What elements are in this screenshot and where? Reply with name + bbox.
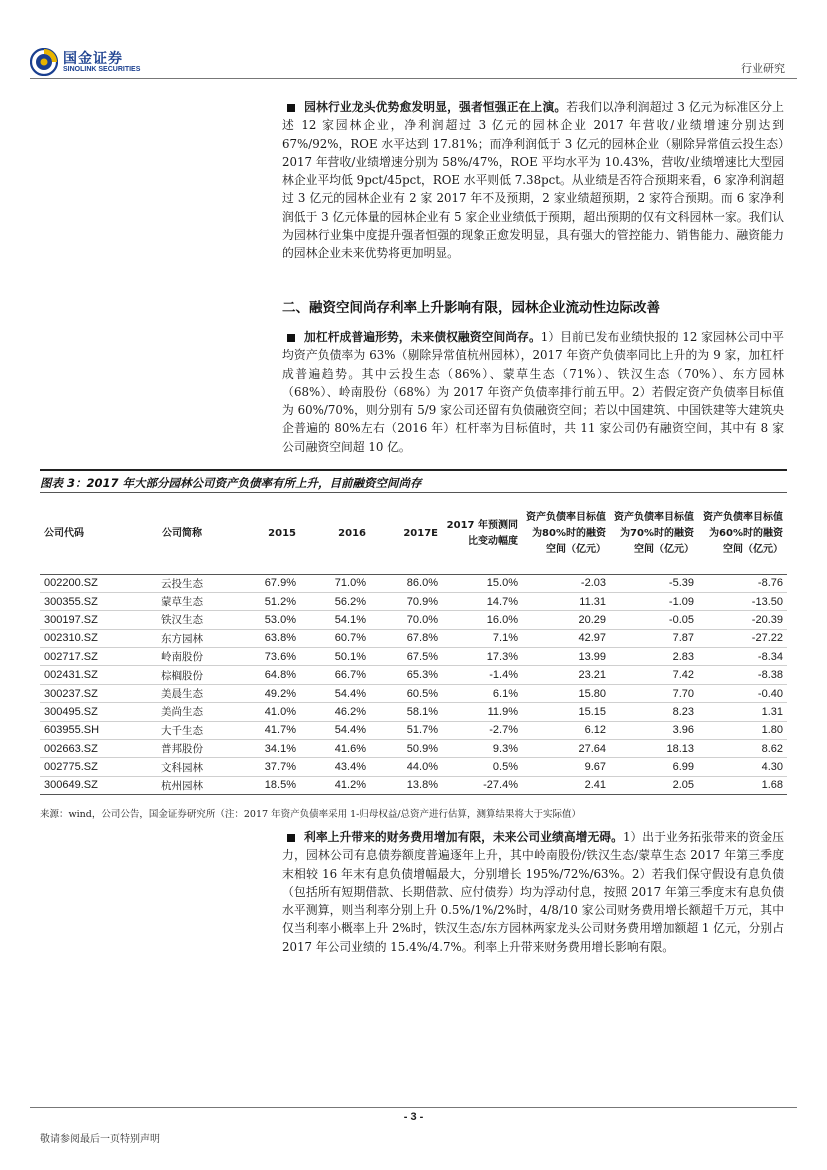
table-cell: 6.12 xyxy=(522,721,610,739)
paragraph-body: 若我们以净利润超过 3 亿元为标准区分上述 12 家园林企业，净利润超过 3 亿元的园林企业 2017 年营收/业绩增速分别达到 67%/92%，ROE 水平达到 17.81%；而净利润低于 3 亿元的园林企业（剔除异常值云投生态）2017 年营收/业绩增速分别为 58%/47%，ROE 平均水平为 10.43%，营收/业绩增速比大型园林企业平均低 9pct/45pct，ROE 水平则低 7.38pct。从业绩是否符合预期来看，6 家净利润超过 3 亿元的园林企业有 2 家 2017 年不及预期，2 家业绩超预期，2 家符合预期。而 6 家净利润低于 3 亿元体量的园林企业有 5 家企业业绩低于预期，超出预期的仅有文科园林一家。我们认为园林行业集中度提升强者恒强的现象正愈发明显，具有强大的管控能力、销售能力、融资能力的园林企业未来优势将更加明显。 xyxy=(282,100,784,261)
table-cell: 17.3% xyxy=(442,648,522,666)
table-body xyxy=(40,574,787,795)
table-cell: 34.1% xyxy=(232,740,300,758)
table-cell: 002431.SZ xyxy=(40,666,132,684)
table-cell: 43.4% xyxy=(300,758,370,776)
table-cell: -27.4% xyxy=(442,776,522,794)
table-cell: 11.31 xyxy=(522,592,610,610)
table-cell: 71.0% xyxy=(300,574,370,592)
table-cell: 67.5% xyxy=(370,648,442,666)
table-cell: 300649.SZ xyxy=(40,776,132,794)
paragraph-lead: 利率上升带来的财务费用增加有限，未来公司业绩高增无碍。 xyxy=(304,830,623,844)
table-cell: 63.8% xyxy=(232,629,300,647)
paragraph-leader-advantage xyxy=(282,98,784,263)
table-cell: -0.40 xyxy=(698,684,787,702)
table-cell: 1.80 xyxy=(698,721,787,739)
table-row xyxy=(40,740,787,758)
table-cell: 14.7% xyxy=(442,592,522,610)
table-cell: 60.7% xyxy=(300,629,370,647)
table-cell: 18.13 xyxy=(610,740,698,758)
table-header-row xyxy=(40,494,787,574)
table-cell: 2.05 xyxy=(610,776,698,794)
table-cell: 46.2% xyxy=(300,703,370,721)
table-cell: 8.62 xyxy=(698,740,787,758)
figure-top-rule xyxy=(40,469,787,471)
table-cell: 2.83 xyxy=(610,648,698,666)
table-cell: 岭南股份 xyxy=(132,648,232,666)
table-cell: 15.0% xyxy=(442,574,522,592)
table-row xyxy=(40,648,787,666)
table-row xyxy=(40,666,787,684)
table-cell: 11.9% xyxy=(442,703,522,721)
table-row xyxy=(40,629,787,647)
table-cell: 44.0% xyxy=(370,758,442,776)
table-cell: 美尚生态 xyxy=(132,703,232,721)
logo-english-name: SINOLINK SECURITIES xyxy=(63,66,141,73)
table-cell: 42.97 xyxy=(522,629,610,647)
table-cell: 67.8% xyxy=(370,629,442,647)
paragraph-body: 1）出于业务拓张带来的资金压力，园林公司有息债券额度普遍逐年上升，其中岭南股份/铁汉生态/蒙草生态 2017 年第三季度末相较 16 年末有息负债增幅最大，分别增长 195%/72%/63%。2）若我们保守假设有息负债（包括所有短期借款、长期借款、应付债券）均为浮动付息，按照 2017 年第三季度末有息负债水平测算，则当利率分别上升 0.5%/1%/2%时，4/8/10 家公司财务费用增长额超千万元，其中仅当利率小概率上升 2%时，铁汉生态/东方园林两家龙头公司财务费用增加额超 1 亿元，分别占 2017 年公司业绩的 15.4%/4.7%。利率上升带来财务费用增长影响有限。 xyxy=(282,830,784,954)
table-cell: 1.68 xyxy=(698,776,787,794)
table-cell: 54.1% xyxy=(300,611,370,629)
table-cell: 54.4% xyxy=(300,684,370,702)
table-cell: 50.1% xyxy=(300,648,370,666)
table-cell: 6.99 xyxy=(610,758,698,776)
table-cell: 东方园林 xyxy=(132,629,232,647)
table-cell: -1.4% xyxy=(442,666,522,684)
table-row xyxy=(40,703,787,721)
table-cell: 37.7% xyxy=(232,758,300,776)
table-cell: 7.42 xyxy=(610,666,698,684)
table-cell: -2.7% xyxy=(442,721,522,739)
table-cell: 300495.SZ xyxy=(40,703,132,721)
table-cell: 41.0% xyxy=(232,703,300,721)
column-header: 资产负债率目标值为60%时的融资空间（亿元） xyxy=(698,494,787,574)
table-cell: 1.31 xyxy=(698,703,787,721)
table-cell: -27.22 xyxy=(698,629,787,647)
paragraph-leverage xyxy=(282,328,784,456)
table-cell: 7.1% xyxy=(442,629,522,647)
table-cell: -8.38 xyxy=(698,666,787,684)
figure-source-note: 来源：wind，公司公告，国金证券研究所（注：2017 年资产负债率采用 1-归母权益/总资产进行估算，测算结果将大于实际值） xyxy=(40,809,582,820)
table-cell: 70.0% xyxy=(370,611,442,629)
table-cell: 0.5% xyxy=(442,758,522,776)
paragraph-lead: 园林行业龙头优势愈发明显，强者恒强正在上演。 xyxy=(304,100,567,114)
header-divider xyxy=(30,78,797,79)
column-header: 公司简称 xyxy=(132,494,232,574)
table-cell: 002775.SZ xyxy=(40,758,132,776)
table-cell: 56.2% xyxy=(300,592,370,610)
table-cell: -13.50 xyxy=(698,592,787,610)
table-cell: 大千生态 xyxy=(132,721,232,739)
table-cell: 15.15 xyxy=(522,703,610,721)
table-cell: 27.64 xyxy=(522,740,610,758)
table-cell: 23.21 xyxy=(522,666,610,684)
table-cell: -1.09 xyxy=(610,592,698,610)
table-cell: 49.2% xyxy=(232,684,300,702)
table-cell: -8.76 xyxy=(698,574,787,592)
column-header: 2017 年预测同比变动幅度 xyxy=(442,494,522,574)
table-cell: 54.4% xyxy=(300,721,370,739)
table-cell: 9.3% xyxy=(442,740,522,758)
table-cell: 002717.SZ xyxy=(40,648,132,666)
section-heading: 二、融资空间尚存利率上升影响有限，园林企业流动性边际改善 xyxy=(282,300,660,316)
report-category: 行业研究 xyxy=(741,62,785,75)
table-cell: 15.80 xyxy=(522,684,610,702)
table-cell: 9.67 xyxy=(522,758,610,776)
table-cell: 002200.SZ xyxy=(40,574,132,592)
table-cell: 杭州园林 xyxy=(132,776,232,794)
table-row xyxy=(40,574,787,592)
table-cell: 70.9% xyxy=(370,592,442,610)
table-cell: 7.87 xyxy=(610,629,698,647)
table-cell: 20.29 xyxy=(522,611,610,629)
table-cell: 7.70 xyxy=(610,684,698,702)
table-cell: 53.0% xyxy=(232,611,300,629)
table-cell: 美晨生态 xyxy=(132,684,232,702)
table-cell: 51.7% xyxy=(370,721,442,739)
table-cell: 铁汉生态 xyxy=(132,611,232,629)
table-cell: 002310.SZ xyxy=(40,629,132,647)
page-number: - 3 - xyxy=(403,1111,424,1123)
table-cell: 4.30 xyxy=(698,758,787,776)
disclaimer-note: 敬请参阅最后一页特别声明 xyxy=(40,1134,160,1145)
logo-chinese-name: 国金证券 xyxy=(63,51,123,67)
footer-divider xyxy=(30,1107,797,1108)
table-cell: 300197.SZ xyxy=(40,611,132,629)
table-cell: -2.03 xyxy=(522,574,610,592)
table-row xyxy=(40,758,787,776)
table-cell: 51.2% xyxy=(232,592,300,610)
table-cell: 73.6% xyxy=(232,648,300,666)
table-cell: 300355.SZ xyxy=(40,592,132,610)
table-cell: 6.1% xyxy=(442,684,522,702)
debt-ratio-table xyxy=(40,494,787,795)
table-cell: 云投生态 xyxy=(132,574,232,592)
table-cell: 18.5% xyxy=(232,776,300,794)
table-cell: 2.41 xyxy=(522,776,610,794)
column-header: 2015 xyxy=(232,494,300,574)
table-cell: -0.05 xyxy=(610,611,698,629)
table-cell: 棕榈股份 xyxy=(132,666,232,684)
table-row xyxy=(40,721,787,739)
table-cell: 50.9% xyxy=(370,740,442,758)
table-cell: 41.6% xyxy=(300,740,370,758)
table-row xyxy=(40,592,787,610)
paragraph-body: 1）目前已发布业绩快报的 12 家园林公司中平均资产负债率为 63%（剔除异常值杭州园林），2017 年资产负债率同比上升的为 9 家，加杠杆成普遍趋势。其中云投生态（86%）、蒙草生态（71%）、铁汉生态（70%）、东方园林（68%）、岭南股份（68%）为 2017 年资产负债率排行前五甲。2）若假定资产负债率目标值为 60%/70%，则分别有 5/9 家公司还留有负债融资空间；若以中国建筑、中国铁建等大建筑央企普遍的 80%左右（2016 年）杠杆率为目标值时，共 11 家公司仍有融资空间，其中有 8 家公司融资空间超 10 亿。 xyxy=(282,330,784,454)
table-cell: -8.34 xyxy=(698,648,787,666)
table-cell: 67.9% xyxy=(232,574,300,592)
sinolink-logo-icon xyxy=(30,48,58,76)
paragraph-interest-rate xyxy=(282,828,784,956)
table-cell: 41.2% xyxy=(300,776,370,794)
table-cell: 8.23 xyxy=(610,703,698,721)
table-cell: -20.39 xyxy=(698,611,787,629)
company-logo xyxy=(30,48,160,78)
table-cell: 86.0% xyxy=(370,574,442,592)
table-cell: -5.39 xyxy=(610,574,698,592)
table-cell: 13.99 xyxy=(522,648,610,666)
table-cell: 65.3% xyxy=(370,666,442,684)
column-header: 2016 xyxy=(300,494,370,574)
table-row xyxy=(40,684,787,702)
table-cell: 64.8% xyxy=(232,666,300,684)
figure-title-rule xyxy=(40,492,787,493)
table-cell: 603955.SH xyxy=(40,721,132,739)
figure-title: 图表 3：2017 年大部分园林公司资产负债率有所上升，目前融资空间尚存 xyxy=(40,476,422,490)
table-row xyxy=(40,776,787,794)
table-cell: 41.7% xyxy=(232,721,300,739)
paragraph-lead: 加杠杆成普遍形势，未来债权融资空间尚存。 xyxy=(304,330,541,344)
table-cell: 普邦股份 xyxy=(132,740,232,758)
table-row xyxy=(40,611,787,629)
table-cell: 蒙草生态 xyxy=(132,592,232,610)
table-cell: 58.1% xyxy=(370,703,442,721)
table-cell: 300237.SZ xyxy=(40,684,132,702)
table-cell: 文科园林 xyxy=(132,758,232,776)
column-header: 2017E xyxy=(370,494,442,574)
page-header xyxy=(0,0,827,90)
table-cell: 66.7% xyxy=(300,666,370,684)
table-cell: 3.96 xyxy=(610,721,698,739)
column-header: 资产负债率目标值为70%时的融资空间（亿元） xyxy=(610,494,698,574)
table-cell: 16.0% xyxy=(442,611,522,629)
table-cell: 002663.SZ xyxy=(40,740,132,758)
table-cell: 60.5% xyxy=(370,684,442,702)
table-cell: 13.8% xyxy=(370,776,442,794)
column-header: 公司代码 xyxy=(40,494,132,574)
column-header: 资产负债率目标值为80%时的融资空间（亿元） xyxy=(522,494,610,574)
